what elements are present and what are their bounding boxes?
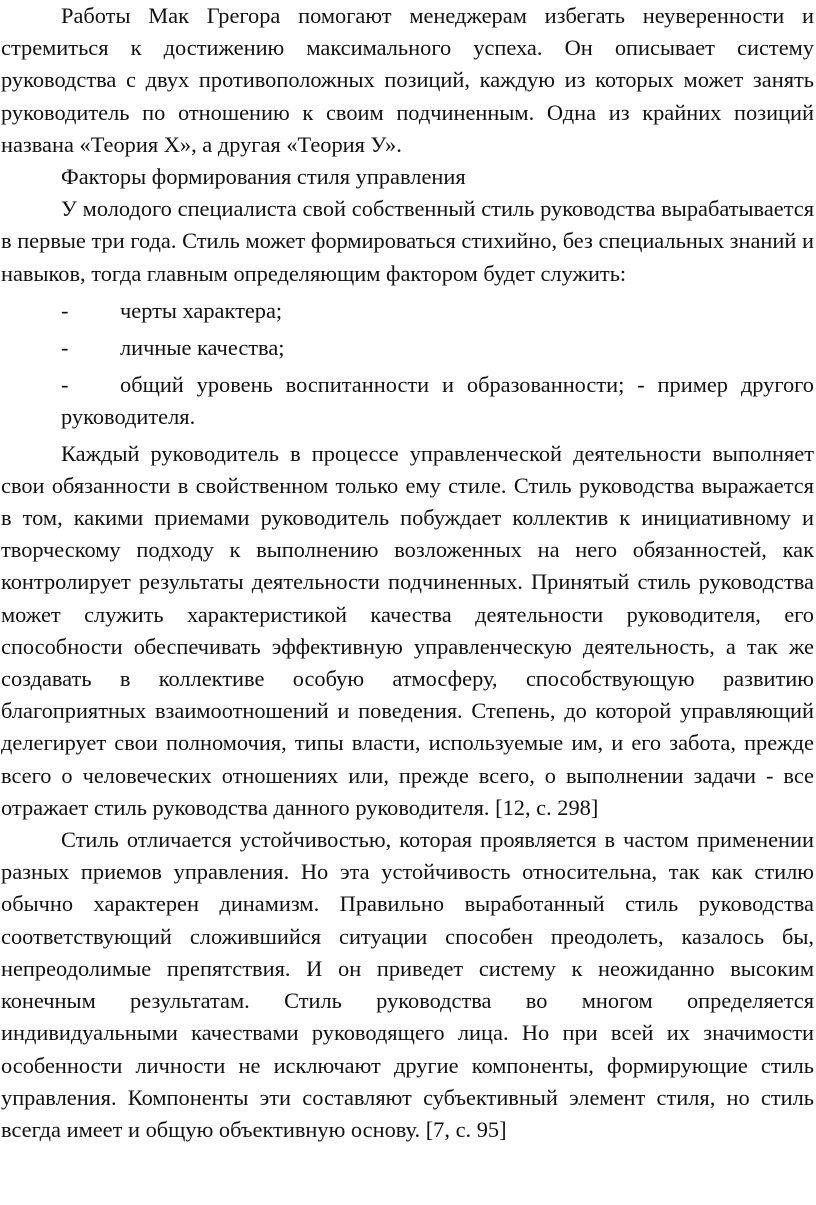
- paragraph-mcgregor: Работы Мак Грегора помогают менеджерам избегать неуверенности и стремиться к достижению максимального успеха. Он описывает систему руководства с двух противоположных позиций, каждую из которых может занять руководитель по отношению к своим подчиненным. Одна из крайних позиций названа «Теория Х», а другая «Теория У».: [1, 3, 814, 157]
- paragraph-young-specialist: У молодого специалиста свой собственный стиль руководства вырабатывается в первые три года. Стиль может формироваться стихийно, без специальных знаний и навыков, тогда главным определяющим фактором будет служить:: [1, 196, 814, 286]
- list-item: - личные качества;: [61, 332, 814, 364]
- list-item: - общий уровень воспитанности и образованности; - пример другого руководителя.: [61, 369, 814, 433]
- paragraph-every-manager: Каждый руководитель в процессе управленческой деятельности выполняет свои обязанности в свойственном только ему стиле. Стиль руководства выражается в том, какими приемами руководитель побуждает коллектив к инициативному и творческому подходу к выполнению возложенных на него обязанностей, как контролирует результаты деятельности подчиненных. Принятый стиль руководства может служить характеристикой качества деятельности руководителя, его способности обеспечивать эффективную управленческую деятельность, а так же создавать в коллективе особую атмосферу, способствующую развитию благоприятных взаимоотношений и поведения. Степень, до которой управляющий делегирует свои полномочия, типы власти, используемые им, и его забота, прежде всего о человеческих отношениях или, прежде всего, о выполнении задачи - все отражает стиль руководства данного руководителя. [12, с. 298]: [1, 440, 814, 820]
- list-item: - черты характера;: [61, 295, 814, 327]
- paragraph-style-stability: Стиль отличается устойчивостью, которая проявляется в частом применении разных приемов управления. Но эта устойчивость относительна, так как стилю обычно характерен динамизм. Правильно выработанный стиль руководства соответствующий сложившийся ситуации способен преодолеть, казалось бы, непреодолимые препятствия. И он приведет систему к неожиданно высоким конечным результатам. Стиль руководства во многом определяется индивидуальными качествами руководящего лица. Но при всей их значимости особенности личности не исключают другие компоненты, формирующие стиль управления. Компоненты эти составляют субъективный элемент стиля, но стиль всегда имеет и общую объективную основу. [7, с. 95]: [1, 827, 814, 1142]
- factor-list: [1, 295, 814, 434]
- section-heading: Факторы формирования стиля управления: [61, 164, 466, 190]
